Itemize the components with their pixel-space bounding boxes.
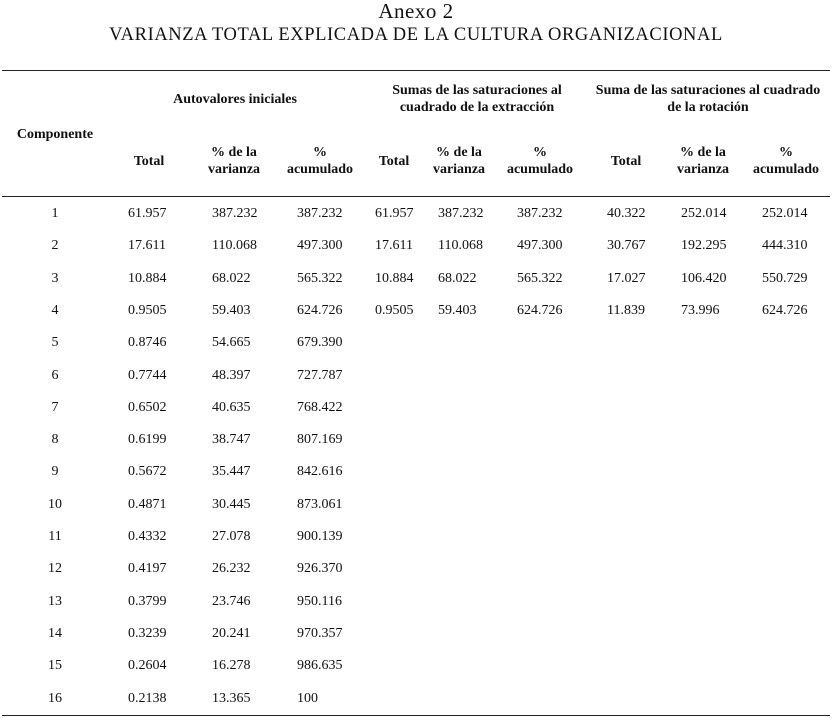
table-cell: 0.4197 [128, 561, 167, 576]
table-caption: VARIANZA TOTAL EXPLICADA DE LA CULTURA ORGANIZACIONAL [109, 25, 723, 45]
table-cell: 48.397 [212, 368, 251, 383]
table-cell: 986.635 [297, 658, 343, 673]
table-cell: 17.611 [128, 238, 166, 253]
row-component-number: 9 [51, 464, 59, 479]
table-cell: 17.611 [375, 238, 413, 253]
table-cell: 0.3799 [128, 594, 167, 609]
table-cell: 10.884 [128, 271, 167, 286]
row-component-number: 6 [51, 368, 59, 383]
table-cell: 497.300 [297, 238, 343, 253]
row-component-number: 13 [48, 594, 62, 609]
table-cell: 110.068 [438, 238, 483, 253]
table-cell: 68.022 [212, 271, 251, 286]
table-cell: 873.061 [297, 497, 343, 512]
table-cell: 59.403 [212, 303, 251, 318]
table-cell: 0.2604 [128, 658, 167, 673]
table-cell: 950.116 [297, 594, 342, 609]
subheader-extraction-pct-accumulated [502, 144, 578, 178]
table-cell: 926.370 [297, 561, 343, 576]
table-cell: 565.322 [297, 271, 343, 286]
subheader-extraction-pct-variance [424, 144, 494, 178]
row-component-number: 14 [48, 626, 62, 641]
table-cell: 106.420 [681, 271, 727, 286]
table-cell: 0.4332 [128, 529, 167, 544]
header-componente: Componente [16, 127, 94, 142]
row-component-number: 5 [51, 335, 59, 350]
table-cell: 30.445 [212, 497, 251, 512]
subheader-rotation-pct_var-line1: % de la [680, 145, 726, 160]
subheader-initial-pct_acc-line1: % [313, 145, 327, 160]
table-cell: 54.665 [212, 335, 251, 350]
subheader-extraction-pct_var-line1: % de la [436, 145, 482, 160]
table-cell: 0.3239 [128, 626, 167, 641]
table-cell: 565.322 [517, 271, 563, 286]
table-cell: 17.027 [607, 271, 646, 286]
subheader-initial-pct_var-line2: varianza [207, 162, 261, 177]
table-cell: 0.5672 [128, 464, 167, 479]
row-component-number: 7 [51, 400, 59, 415]
table-cell: 73.996 [681, 303, 720, 318]
table-cell: 10.884 [375, 271, 414, 286]
row-component-number: 10 [48, 497, 62, 512]
subheader-extraction-pct_acc-line1: % [533, 145, 547, 160]
header-group-extraction-line2: cuadrado de la extracción [399, 100, 555, 115]
subheader-rotation-pct_acc-line2: acumulado [752, 162, 820, 177]
table-cell: 27.078 [212, 529, 251, 544]
table-cell: 40.322 [607, 206, 646, 221]
table-cell: 0.4871 [128, 497, 167, 512]
table-cell: 387.232 [438, 206, 484, 221]
header-group-rotation-line2: de la rotación [667, 100, 749, 115]
table-cell: 0.8746 [128, 335, 167, 350]
annex-title: Anexo 2 [378, 0, 454, 23]
table-cell: 624.726 [762, 303, 808, 318]
row-component-number: 1 [51, 206, 59, 221]
header-group-extraction-line1: Sumas de las saturaciones al [392, 83, 562, 98]
subheader-rotation-pct-variance [666, 144, 740, 178]
row-component-number: 15 [48, 658, 62, 673]
table-cell: 38.747 [212, 432, 251, 447]
subheader-extraction-pct_acc-line2: acumulado [506, 162, 574, 177]
table-cell: 35.447 [212, 464, 251, 479]
subheader-rotation-pct-accumulated [744, 144, 828, 178]
row-component-number: 4 [51, 303, 59, 318]
top-rule [2, 70, 830, 71]
subheader-initial-pct_var-line1: % de la [211, 145, 257, 160]
row-component-number: 2 [51, 238, 59, 253]
table-cell: 970.357 [297, 626, 343, 641]
table-cell: 30.767 [607, 238, 646, 253]
table-cell: 387.232 [297, 206, 343, 221]
table-cell: 20.241 [212, 626, 251, 641]
table-cell: 59.403 [438, 303, 477, 318]
header-group-rotation-line1: Suma de las saturaciones al cuadrado [595, 83, 821, 98]
row-component-number: 8 [51, 432, 59, 447]
bottom-rule [2, 715, 830, 716]
table-cell: 26.232 [212, 561, 251, 576]
table-cell: 0.2138 [128, 691, 167, 706]
header-rule [2, 196, 830, 197]
row-component-number: 3 [51, 271, 59, 286]
table-cell: 23.746 [212, 594, 251, 609]
subheader-extraction-total-label: Total [378, 154, 410, 169]
header-group-initial: Autovalores iniciales [173, 92, 297, 107]
header-group-extraction [368, 82, 586, 116]
subheader-rotation-total [598, 153, 654, 170]
row-component-number: 12 [48, 561, 62, 576]
subheader-initial-total [120, 153, 178, 170]
table-cell: 387.232 [517, 206, 563, 221]
table-cell: 807.169 [297, 432, 343, 447]
table-cell: 252.014 [762, 206, 808, 221]
table-cell: 11.839 [607, 303, 645, 318]
table-cell: 13.365 [212, 691, 251, 706]
table-cell: 192.295 [681, 238, 727, 253]
table-cell: 900.139 [297, 529, 343, 544]
table-cell: 252.014 [681, 206, 727, 221]
table-cell: 679.390 [297, 335, 343, 350]
table-cell: 100 [297, 691, 318, 706]
table-cell: 444.310 [762, 238, 808, 253]
table-cell: 0.6199 [128, 432, 167, 447]
table-cell: 0.9505 [128, 303, 167, 318]
table-cell: 68.022 [438, 271, 477, 286]
row-component-number: 11 [48, 529, 62, 544]
table-cell: 550.729 [762, 271, 808, 286]
table-cell: 842.616 [297, 464, 343, 479]
subheader-extraction-pct_var-line2: varianza [432, 162, 486, 177]
table-cell: 727.787 [297, 368, 343, 383]
subheader-extraction-total [366, 153, 422, 170]
subheader-initial-total-label: Total [133, 154, 165, 169]
table-cell: 0.6502 [128, 400, 167, 415]
table-cell: 40.635 [212, 400, 251, 415]
subheader-initial-pct_acc-line2: acumulado [286, 162, 354, 177]
subheader-initial-pct-variance [198, 144, 270, 178]
table-cell: 16.278 [212, 658, 251, 673]
table-cell: 0.7744 [128, 368, 167, 383]
table-cell: 0.9505 [375, 303, 414, 318]
table-cell: 61.957 [128, 206, 167, 221]
subheader-rotation-pct_acc-line1: % [779, 145, 793, 160]
header-group-rotation [588, 82, 828, 116]
subheader-rotation-pct_var-line2: varianza [676, 162, 730, 177]
subheader-rotation-total-label: Total [610, 154, 642, 169]
table-cell: 61.957 [375, 206, 414, 221]
row-component-number: 16 [48, 691, 62, 706]
table-cell: 387.232 [212, 206, 258, 221]
table-cell: 497.300 [517, 238, 563, 253]
table-cell: 624.726 [517, 303, 563, 318]
table-cell: 624.726 [297, 303, 343, 318]
table-cell: 110.068 [212, 238, 257, 253]
subheader-initial-pct-accumulated [280, 144, 360, 178]
table-cell: 768.422 [297, 400, 343, 415]
